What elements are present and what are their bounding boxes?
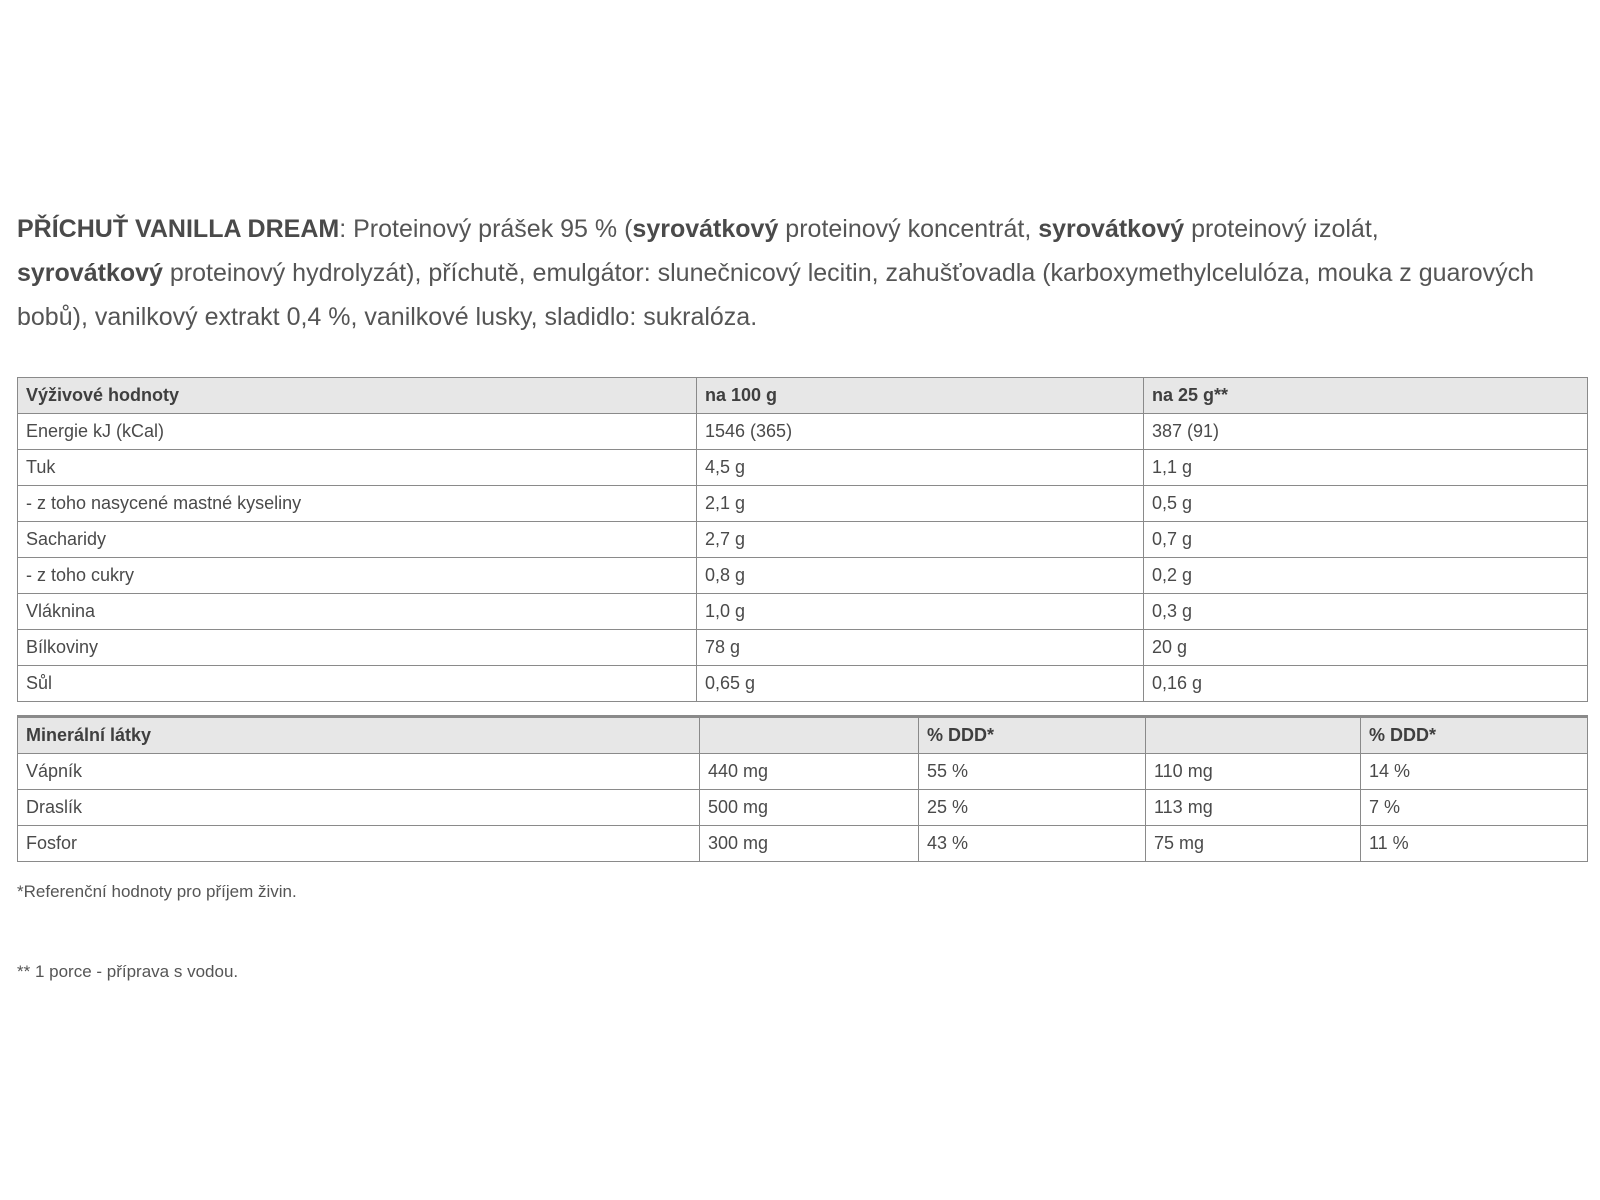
column-header: na 25 g** (1144, 378, 1588, 414)
per-portion-ddd: 14 % (1361, 754, 1588, 790)
per-100g-value: 1546 (365) (697, 414, 1144, 450)
per-100g-value: 300 mg (700, 826, 919, 862)
per-100g-value: 78 g (697, 630, 1144, 666)
table-row (18, 790, 1588, 826)
mineral-name: Fosfor (18, 826, 700, 862)
nutrient-name: Tuk (18, 450, 697, 486)
nutrient-name: Sacharidy (18, 522, 697, 558)
table-row (18, 754, 1588, 790)
per-portion-value: 0,3 g (1144, 594, 1588, 630)
mineral-name: Draslík (18, 790, 700, 826)
per-100g-value: 1,0 g (697, 594, 1144, 630)
per-portion-value: 113 mg (1146, 790, 1361, 826)
reference-footnote: *Referenční hodnoty pro příjem živin. (17, 882, 297, 901)
column-header: Minerální látky (18, 717, 700, 754)
flavor-label: PŘÍCHUŤ VANILLA DREAM (17, 215, 340, 243)
per-100g-ddd: 43 % (919, 826, 1146, 862)
portion-footnote: ** 1 porce - příprava s vodou. (17, 962, 239, 981)
per-100g-ddd: 25 % (919, 790, 1146, 826)
per-portion-value: 1,1 g (1144, 450, 1588, 486)
nutrient-name: Energie kJ (kCal) (18, 414, 697, 450)
per-portion-ddd: 7 % (1361, 790, 1588, 826)
ingredients-emphasis: syrovátkový (632, 215, 779, 243)
table-row (18, 486, 1588, 522)
per-100g-value: 4,5 g (697, 450, 1144, 486)
table-row (18, 558, 1588, 594)
per-portion-value: 0,16 g (1144, 666, 1588, 702)
column-header: % DDD* (1361, 717, 1588, 754)
per-portion-value: 20 g (1144, 630, 1588, 666)
nutrient-name: Sůl (18, 666, 697, 702)
nutrient-name: - z toho cukry (18, 558, 697, 594)
per-100g-value: 500 mg (700, 790, 919, 826)
per-100g-value: 0,8 g (697, 558, 1144, 594)
column-header: % DDD* (919, 717, 1146, 754)
nutrient-name: Vláknina (18, 594, 697, 630)
minerals-table (17, 715, 1588, 862)
table-row (18, 826, 1588, 862)
per-portion-value: 75 mg (1146, 826, 1361, 862)
per-100g-ddd: 55 % (919, 754, 1146, 790)
ingredients-part: proteinový izolát, (1184, 215, 1379, 243)
nutrient-name: Bílkoviny (18, 630, 697, 666)
column-header: na 100 g (697, 378, 1144, 414)
table-header-row (18, 378, 1588, 414)
per-100g-value: 0,65 g (697, 666, 1144, 702)
per-portion-value: 0,7 g (1144, 522, 1588, 558)
ingredients-part: proteinový hydrolyzát), příchutě, emulgátor: slunečnicový lecitin, zahušťovadla (karboxymethylcelulóza, mouka z guarových bobů), vanilkový extrakt 0,4 %, vanilkové lusky, sladidlo: sukralóza. (17, 259, 1535, 331)
column-header: Výživové hodnoty (18, 378, 697, 414)
nutrition-table (17, 377, 1588, 702)
per-100g-value: 440 mg (700, 754, 919, 790)
ingredients-text (17, 207, 1567, 339)
column-header (700, 717, 919, 754)
table-header-row (18, 717, 1588, 754)
ingredients-emphasis: syrovátkový (1038, 215, 1185, 243)
per-portion-value: 110 mg (1146, 754, 1361, 790)
nutrient-name: - z toho nasycené mastné kyseliny (18, 486, 697, 522)
per-portion-value: 0,2 g (1144, 558, 1588, 594)
per-100g-value: 2,7 g (697, 522, 1144, 558)
per-portion-value: 0,5 g (1144, 486, 1588, 522)
table-row (18, 450, 1588, 486)
table-row (18, 414, 1588, 450)
ingredients-part: proteinový koncentrát, (778, 215, 1039, 243)
table-row (18, 630, 1588, 666)
per-portion-ddd: 11 % (1361, 826, 1588, 862)
mineral-name: Vápník (18, 754, 700, 790)
ingredients-emphasis: syrovátkový (17, 259, 163, 287)
table-row (18, 522, 1588, 558)
ingredients-part: : Proteinový prášek 95 % ( (339, 215, 633, 243)
table-row (18, 594, 1588, 630)
column-header (1146, 717, 1361, 754)
table-row (18, 666, 1588, 702)
per-portion-value: 387 (91) (1144, 414, 1588, 450)
per-100g-value: 2,1 g (697, 486, 1144, 522)
